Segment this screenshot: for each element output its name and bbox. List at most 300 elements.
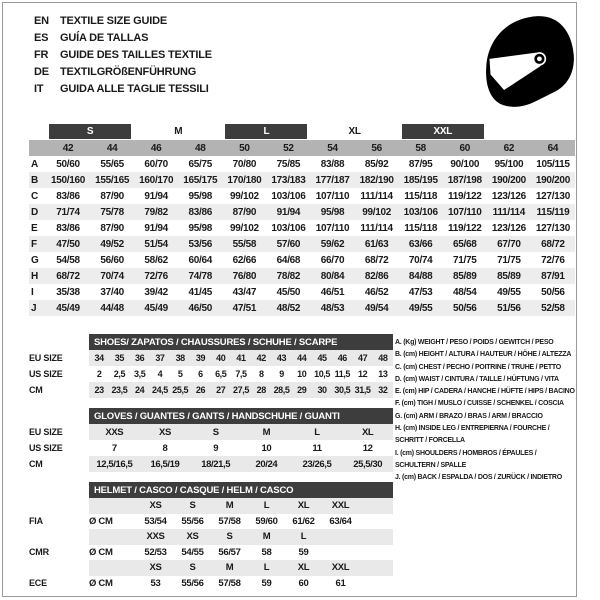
size-cell: L	[263, 500, 270, 512]
value-cell: 50/56	[453, 302, 477, 314]
value-cell: 53/54	[144, 515, 167, 527]
row-label: J	[31, 302, 37, 314]
value-cell: 27,5	[233, 385, 249, 395]
helmet-size-row	[29, 529, 393, 545]
value-cell: 87/90	[232, 206, 257, 218]
row-label: CM	[29, 459, 43, 469]
value-cell: 8	[162, 442, 168, 454]
value-cell: 66/70	[320, 254, 345, 266]
value-cell: 35	[114, 353, 124, 363]
value-cell: 12	[362, 442, 373, 454]
value-cell: 119/122	[448, 190, 482, 202]
value-cell: 170/180	[227, 174, 262, 186]
value-cell: 55/56	[181, 515, 204, 527]
value-cell: 87/95	[408, 158, 433, 170]
value-cell: 55/56	[181, 577, 204, 589]
value-cell: 190/200	[535, 174, 570, 186]
value-cell: 2,5	[113, 369, 126, 379]
row-values	[89, 529, 393, 545]
value-cell: 12	[357, 369, 368, 379]
size-cell: XXL	[331, 500, 350, 512]
value-cell: 5	[177, 369, 183, 379]
value-cell: 76/80	[232, 270, 257, 282]
value-cell: 32	[378, 385, 388, 395]
row-values	[89, 545, 393, 561]
table-row	[29, 284, 575, 300]
value-cell: 40	[216, 353, 226, 363]
row-values	[89, 350, 393, 366]
value-cell: 24	[135, 385, 145, 395]
row-label: D	[31, 206, 38, 218]
row-label: I	[31, 286, 34, 298]
value-cell: 48/54	[453, 286, 477, 298]
size-label-xxl: XXL	[402, 124, 484, 139]
value-cell: 83/86	[188, 206, 213, 218]
helmet-section	[29, 482, 393, 591]
row-label	[29, 529, 89, 545]
value-cell: 34	[94, 353, 104, 363]
value-cell: 47/53	[408, 286, 433, 298]
value-cell: 105/115	[536, 158, 570, 170]
value-cell: 51/54	[144, 238, 168, 250]
value-cell: 43	[276, 353, 287, 363]
size-label-xl: XL	[348, 125, 361, 137]
value-cell: 72/76	[144, 270, 168, 282]
row-label: CMR	[29, 547, 49, 558]
value-cell: 36	[135, 353, 145, 363]
size-cell: S	[189, 500, 196, 512]
value-cell: 8	[258, 369, 264, 379]
value-cell: 85/92	[364, 158, 389, 170]
value-cell: 27	[216, 385, 226, 395]
language-title-text: GUÍA DE TALLAS	[60, 31, 149, 44]
column-header-cell: 42	[62, 142, 74, 154]
value-cell: 35/38	[56, 286, 80, 298]
value-cell: 82/86	[364, 270, 389, 282]
legend-item: J. (cm) BACK / ESPALDA / DOS / ZURÜCK / INDIETRO	[395, 474, 562, 482]
value-cell: 115/119	[536, 206, 570, 218]
value-cell: 95/98	[320, 206, 345, 218]
gloves-table-body	[29, 424, 393, 472]
size-cell: M	[262, 531, 271, 543]
value-cell: 70/74	[408, 254, 433, 266]
value-cell: 71/74	[56, 206, 80, 218]
size-cell: XL	[297, 562, 310, 574]
language-title-text: GUIDE DES TAILLES TEXTILE	[60, 48, 212, 61]
size-cell: S	[189, 562, 196, 574]
lower-tables	[29, 334, 393, 597]
row-label: EU SIZE	[29, 427, 63, 437]
value-cell: 51/56	[497, 302, 521, 314]
value-cell: 123/126	[491, 222, 526, 234]
language-row	[34, 12, 212, 29]
value-cell: 10,5	[314, 369, 331, 379]
value-cell: 68/72	[541, 238, 565, 250]
table-row	[29, 252, 575, 268]
value-cell: 65/75	[188, 158, 213, 170]
value-cell: 87/91	[541, 270, 565, 282]
value-cell: 60/64	[188, 254, 213, 266]
value-cell: 68/72	[364, 254, 389, 266]
column-header-cell: 46	[150, 142, 162, 154]
row-label	[29, 498, 89, 514]
value-cell: 23,5	[111, 385, 128, 395]
value-cell: 111/114	[492, 206, 526, 218]
value-cell: 46/51	[320, 286, 345, 298]
value-cell: 115/118	[404, 190, 438, 202]
value-cell: 74/78	[188, 270, 213, 282]
value-cell: 13	[378, 369, 388, 379]
table-row	[29, 350, 393, 366]
value-cell: 11,5	[334, 369, 351, 379]
table-row	[29, 382, 393, 398]
value-cell: 7,5	[235, 369, 247, 379]
shoes-section	[29, 334, 393, 398]
helmet-section-title: HELMET / CASCO / CASQUE / HELM / CASCO	[89, 482, 393, 498]
value-cell: 63/66	[408, 238, 433, 250]
value-cell: 99/102	[362, 206, 392, 218]
value-cell: 18/21,5	[201, 458, 231, 470]
value-cell: 61/63	[364, 238, 389, 250]
size-cell: M	[225, 562, 234, 574]
value-cell: 64/68	[276, 254, 301, 266]
row-values	[89, 576, 393, 592]
row-values	[89, 456, 393, 472]
value-cell: 53	[150, 577, 161, 589]
value-cell: 9	[279, 369, 284, 379]
value-cell: 57/58	[218, 515, 241, 527]
value-cell: 68/72	[56, 270, 80, 282]
value-cell: 28,5	[273, 385, 290, 395]
value-cell: 107/110	[448, 206, 482, 218]
value-cell: 47/50	[56, 238, 80, 250]
value-cell: 47	[357, 353, 368, 363]
value-cell: 41	[236, 353, 246, 363]
value-cell: 95/100	[494, 158, 524, 170]
value-cell: 91/94	[276, 206, 301, 218]
value-cell: 50/60	[56, 158, 80, 170]
size-cell: XS	[186, 531, 199, 543]
language-code: FR	[34, 48, 49, 61]
value-cell: 59/60	[255, 515, 278, 527]
value-cell: XXS	[105, 426, 124, 438]
value-cell: 91/94	[144, 190, 168, 202]
value-cell: 24,5	[151, 385, 168, 395]
value-cell: 67/70	[497, 238, 521, 250]
legend-item: E. (cm) HIP / CADERA / HANCHE / HÜFTE / HIPS / BACINO	[395, 388, 575, 396]
main-columns-row	[29, 140, 575, 156]
row-values	[89, 440, 393, 456]
value-cell: 107/110	[315, 222, 350, 234]
size-cell: XXL	[331, 562, 350, 574]
column-header-cell: 52	[283, 142, 294, 154]
value-cell: 87/90	[100, 222, 124, 234]
value-cell: 9	[213, 442, 219, 454]
column-header-cell: 50	[239, 142, 250, 154]
value-cell: 56/60	[100, 254, 124, 266]
value-cell: 44/48	[100, 302, 124, 314]
value-cell: 55/65	[100, 158, 124, 170]
value-cell: S	[212, 426, 219, 438]
row-label	[29, 560, 89, 576]
value-cell: 28	[256, 385, 266, 395]
value-cell: 85/89	[453, 270, 477, 282]
value-cell: 48	[378, 353, 388, 363]
value-cell: 111/114	[360, 222, 393, 234]
value-cell: 177/187	[315, 174, 350, 186]
row-label: H	[31, 270, 38, 282]
legend-item: H. (cm) INSIDE LEG / ENTREPIERNA / FOURCHE / SCHRITT / FORCELLA	[395, 425, 550, 445]
gloves-section	[29, 408, 393, 472]
language-code: ES	[34, 31, 49, 44]
language-title-text: TEXTILGRÖßENFÜHRUNG	[60, 65, 197, 78]
table-row	[29, 424, 393, 440]
table-row	[29, 156, 575, 172]
size-label-m: M	[174, 125, 183, 137]
value-cell: 56/57	[218, 546, 241, 558]
value-cell: 3,5	[134, 369, 146, 379]
value-cell: 11	[312, 442, 322, 454]
unit-cell: Ø CM	[89, 577, 113, 589]
language-title-text: TEXTILE SIZE GUIDE	[60, 14, 168, 27]
value-cell: 49/52	[100, 238, 124, 250]
value-cell: 83/88	[320, 158, 345, 170]
value-cell: 95/98	[188, 222, 213, 234]
value-cell: 49/54	[364, 302, 389, 314]
row-label: A	[31, 158, 38, 170]
table-row	[29, 268, 575, 284]
language-code: DE	[34, 65, 49, 78]
legend-item: F. (cm) TIGH / MUSLO / CUISSE / SCHENKEL / COSCIA	[395, 400, 564, 408]
page-border	[2, 2, 577, 597]
main-table	[29, 123, 575, 316]
value-cell: 173/183	[271, 174, 306, 186]
table-row	[29, 300, 575, 316]
row-label: ECE	[29, 578, 47, 589]
value-cell: 45/49	[144, 302, 168, 314]
value-cell: 65/68	[453, 238, 477, 250]
value-cell: 52/58	[541, 302, 565, 314]
value-cell: XS	[159, 426, 171, 438]
value-cell: 43/47	[232, 286, 257, 298]
value-cell: 160/170	[139, 174, 174, 186]
row-label: E	[31, 222, 38, 234]
value-cell: 12,5/16,5	[96, 458, 133, 470]
column-header-cell: 58	[415, 142, 426, 154]
value-cell: 53/56	[188, 238, 213, 250]
main-size-row	[29, 123, 575, 139]
value-cell: 45	[317, 353, 327, 363]
gloves-section-title: GLOVES / GUANTES / GANTS / HANDSCHUHE / GUANTI	[89, 408, 393, 424]
column-header-cell: 60	[459, 142, 471, 154]
value-cell: 23/26,5	[302, 458, 332, 470]
value-cell: XL	[361, 426, 374, 438]
column-header-cell: 54	[327, 142, 338, 154]
language-code: EN	[34, 14, 49, 27]
value-cell: 150/160	[51, 174, 86, 186]
helmet-size-row	[29, 498, 393, 514]
value-cell: 59/62	[320, 238, 345, 250]
size-cell: XS	[149, 562, 162, 574]
table-row	[29, 456, 393, 472]
value-cell: 49/55	[408, 302, 433, 314]
size-label-l: L	[225, 124, 307, 139]
helmet-value-row	[29, 514, 393, 530]
helmet-size-row	[29, 560, 393, 576]
value-cell: 57/60	[276, 238, 301, 250]
value-cell: 10	[261, 442, 272, 454]
value-cell: 54/55	[181, 546, 204, 558]
helmet-value-row	[29, 545, 393, 561]
language-title-list	[34, 12, 212, 97]
measurement-legend	[395, 337, 577, 485]
value-cell: 20/24	[255, 458, 278, 470]
value-cell: 26	[195, 385, 206, 395]
value-cell: 87/90	[100, 190, 124, 202]
language-row	[34, 29, 212, 46]
value-cell: 90/100	[450, 158, 480, 170]
value-cell: 60/70	[144, 158, 168, 170]
value-cell: 111/114	[360, 190, 393, 202]
value-cell: 103/106	[271, 190, 306, 202]
value-cell: 47/51	[232, 302, 257, 314]
value-cell: 61/62	[292, 515, 315, 527]
value-cell: 38	[175, 353, 185, 363]
unit-cell: Ø CM	[89, 546, 113, 558]
value-cell: 127/130	[535, 222, 570, 234]
value-cell: 91/94	[144, 222, 168, 234]
value-cell: 115/118	[404, 222, 438, 234]
racing-helmet-icon	[477, 11, 577, 115]
language-row	[34, 46, 212, 63]
value-cell: 25,5/30	[353, 458, 383, 470]
value-cell: 107/110	[315, 190, 350, 202]
row-values	[89, 560, 393, 576]
legend-item: D. (cm) WAIST / CINTURA / TAILLE / HÜFTUNG / VITA	[395, 375, 559, 383]
value-cell: 99/102	[229, 222, 259, 234]
shoes-table-body	[29, 350, 393, 398]
row-values	[89, 382, 393, 398]
value-cell: 78/82	[276, 270, 301, 282]
value-cell: 46	[337, 353, 347, 363]
row-label: CM	[29, 385, 43, 395]
value-cell: 52/53	[144, 546, 167, 558]
row-label: C	[31, 190, 38, 202]
value-cell: 61	[335, 577, 346, 589]
size-cell: XL	[297, 500, 310, 512]
value-cell: 45/49	[56, 302, 80, 314]
value-cell: 75/85	[276, 158, 301, 170]
row-label: US SIZE	[29, 443, 63, 453]
value-cell: 59	[298, 546, 309, 558]
value-cell: 127/130	[535, 190, 570, 202]
value-cell: 123/126	[491, 190, 526, 202]
column-header-cell: 62	[503, 142, 515, 154]
value-cell: 60	[298, 577, 309, 589]
column-header-cell: 44	[106, 142, 118, 154]
value-cell: 30,5	[334, 385, 351, 395]
table-row	[29, 172, 575, 188]
row-values	[89, 514, 393, 530]
value-cell: 44	[297, 353, 307, 363]
value-cell: 39	[195, 353, 206, 363]
column-header-cell: 48	[195, 142, 206, 154]
row-label: B	[31, 174, 38, 186]
value-cell: 59	[261, 577, 272, 589]
table-row	[29, 236, 575, 252]
value-cell: 41/45	[188, 286, 213, 298]
row-label: F	[31, 238, 37, 250]
value-cell: 57/58	[218, 577, 241, 589]
value-cell: 190/200	[491, 174, 526, 186]
language-code: IT	[34, 82, 44, 95]
size-cell: L	[300, 531, 307, 543]
value-cell: 6	[198, 369, 203, 379]
value-cell: 84/88	[408, 270, 433, 282]
value-cell: 10	[297, 369, 307, 379]
row-values	[89, 366, 393, 382]
table-row	[29, 366, 393, 382]
table-row	[29, 220, 575, 236]
helmet-table-body	[29, 498, 393, 591]
row-values	[89, 498, 393, 514]
size-cell: L	[263, 562, 270, 574]
value-cell: 2	[96, 369, 102, 379]
value-cell: 72/76	[541, 254, 565, 266]
column-header-cell: 64	[547, 142, 559, 154]
value-cell: 85/89	[497, 270, 521, 282]
legend-item: G. (cm) ARM / BRAZO / BRAS / ARM / BRACCIO	[395, 412, 543, 420]
value-cell: 30	[317, 385, 327, 395]
value-cell: M	[262, 426, 271, 438]
language-title-text: GUIDA ALLE TAGLIE TESSILI	[60, 82, 209, 95]
row-label: G	[31, 254, 39, 266]
value-cell: 165/175	[183, 174, 218, 186]
value-cell: 45/50	[276, 286, 301, 298]
value-cell: 37	[155, 353, 165, 363]
value-cell: 99/102	[229, 190, 259, 202]
value-cell: 155/165	[95, 174, 130, 186]
value-cell: 70/80	[232, 158, 257, 170]
column-header-cell: 56	[371, 142, 382, 154]
row-label: US SIZE	[29, 369, 63, 379]
table-row	[29, 188, 575, 204]
value-cell: 54/58	[56, 254, 80, 266]
value-cell: 23	[94, 385, 104, 395]
value-cell: 182/190	[359, 174, 394, 186]
legend-item: A. (Kg) WEIGHT / PESO / POIDS / GEWITCH / PESO	[395, 339, 554, 346]
value-cell: 83/86	[56, 222, 80, 234]
value-cell: 42	[256, 353, 266, 363]
value-cell: 39/42	[144, 286, 168, 298]
value-cell: 70/74	[100, 270, 124, 282]
value-cell: 48/53	[320, 302, 345, 314]
language-row	[34, 63, 212, 80]
value-cell: 95/98	[188, 190, 213, 202]
value-cell: 62/66	[232, 254, 257, 266]
value-cell: 63/64	[329, 515, 352, 527]
value-cell: 58/62	[144, 254, 168, 266]
size-label-s: S	[49, 124, 131, 139]
shoes-section-title: SHOES/ ZAPATOS / CHAUSSURES / SCHUHE / SCARPE	[89, 334, 393, 350]
value-cell: 80/84	[320, 270, 345, 282]
size-cell: XS	[149, 500, 162, 512]
value-cell: 103/106	[403, 206, 438, 218]
size-cell: XXS	[146, 531, 165, 543]
row-label: FIA	[29, 516, 43, 527]
value-cell: 6,5	[215, 369, 227, 379]
legend-item: C. (cm) CHEST / PECHO / POITRINE / TRUHE / PETTO	[395, 363, 562, 371]
